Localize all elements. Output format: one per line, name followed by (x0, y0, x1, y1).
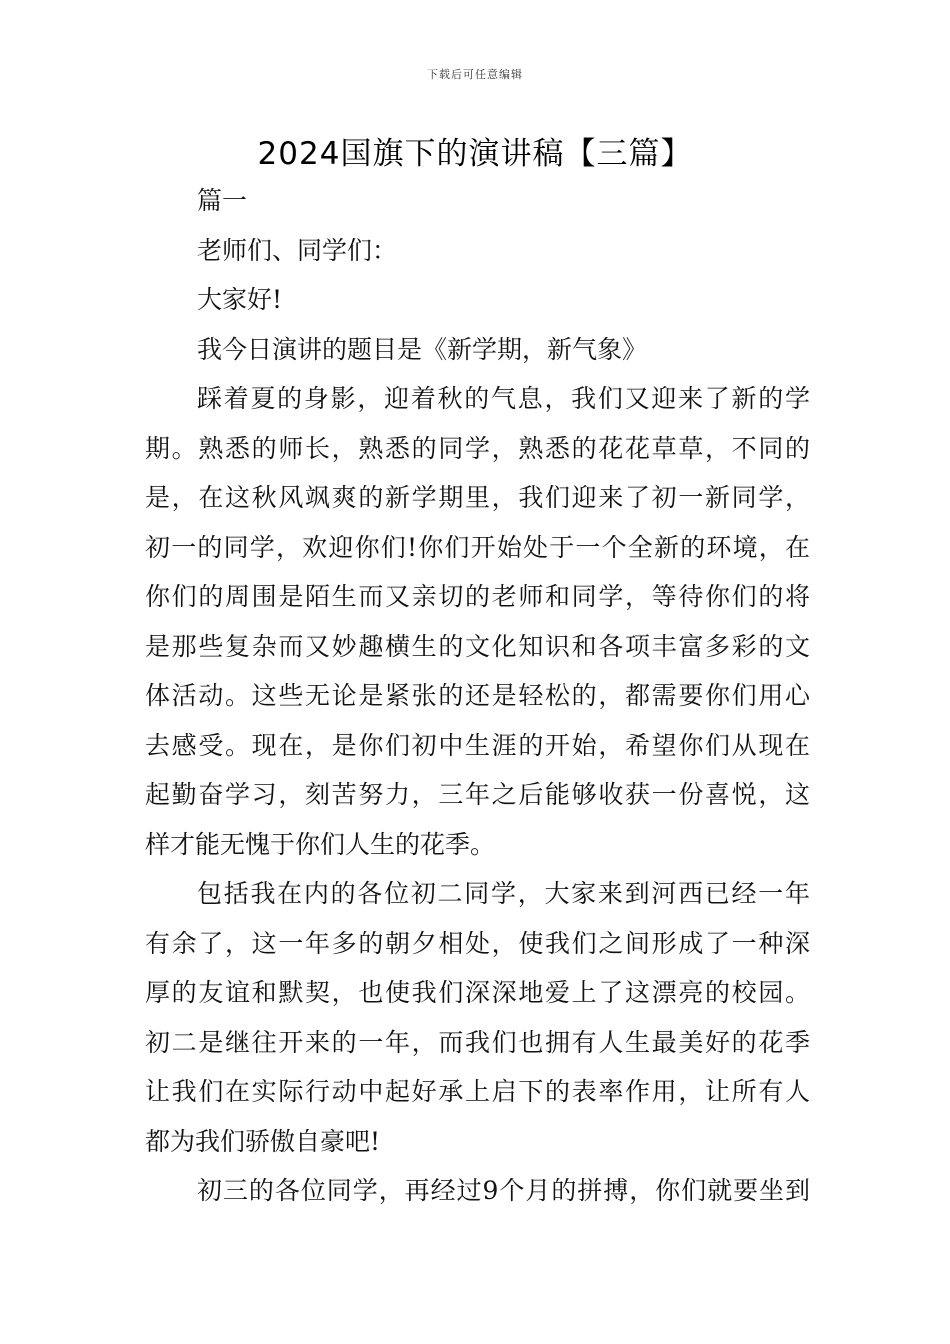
paragraph-3 (145, 1166, 810, 1216)
paragraph-line: 去感受。现在，是你们初中生涯的开始，希望你们从现在 (145, 730, 810, 760)
paragraph-line: 踩着夏的身影，迎着秋的气息，我们又迎来了新的学 (197, 384, 810, 413)
paragraph-line: 包括我在内的各位初二同学，大家来到河西已经一年 (197, 879, 810, 908)
salutation: 老师们、同学们： (197, 235, 398, 265)
paragraph-line: 让我们在实际行动中起好承上启下的表率作用，让所有人 (145, 1077, 810, 1106)
paragraph-line: 起勤奋学习，刻苦努力，三年之后能够收获一份喜悦，这 (145, 780, 810, 809)
paragraph-line: 你们的周围是陌生而又亲切的老师和同学，等待你们的将 (145, 582, 810, 611)
paragraph-line: 样才能无愧于你们人生的花季。 (145, 829, 496, 859)
document-body (145, 176, 810, 1216)
paragraph-line: 有余了，这一年多的朝夕相处，使我们之间形成了一种深 (145, 928, 810, 958)
paragraph-line: 是那些复杂而又妙趣横生的文化知识和各项丰富多彩的文 (145, 631, 810, 661)
paragraph-line: 初一的同学，欢迎你们!你们开始处于一个全新的环境，在 (145, 532, 810, 562)
paragraph-line: 期。熟悉的师长，熟悉的同学，熟悉的花花草草，不同的 (145, 433, 810, 463)
paragraph-line: 体活动。这些无论是紧张的还是轻松的，都需要你们用心 (145, 681, 810, 710)
greeting: 大家好! (197, 285, 283, 314)
header-note: 下载后可任意编辑 (427, 68, 523, 81)
paragraph-line: 是，在这秋风飒爽的新学期里，我们迎来了初一新同学， (145, 483, 810, 512)
paragraph-line: 初三的各位同学，再经过9个月的拼搏，你们就要坐到 (197, 1176, 810, 1205)
paragraph-1 (145, 374, 810, 869)
section-label: 篇一 (197, 186, 248, 215)
paragraph-2 (145, 869, 810, 1166)
paragraph-line: 厚的友谊和默契，也使我们深深地爱上了这漂亮的校园。 (145, 978, 810, 1007)
paragraph-line: 初二是继往开来的一年，而我们也拥有人生最美好的花季 (145, 1027, 810, 1057)
topic-line: 我今日演讲的题目是《新学期，新气象》 (197, 334, 648, 364)
document-title: 2024国旗下的演讲稿【三篇】 (257, 136, 693, 172)
paragraph-line: 都为我们骄傲自豪吧! (145, 1126, 381, 1156)
